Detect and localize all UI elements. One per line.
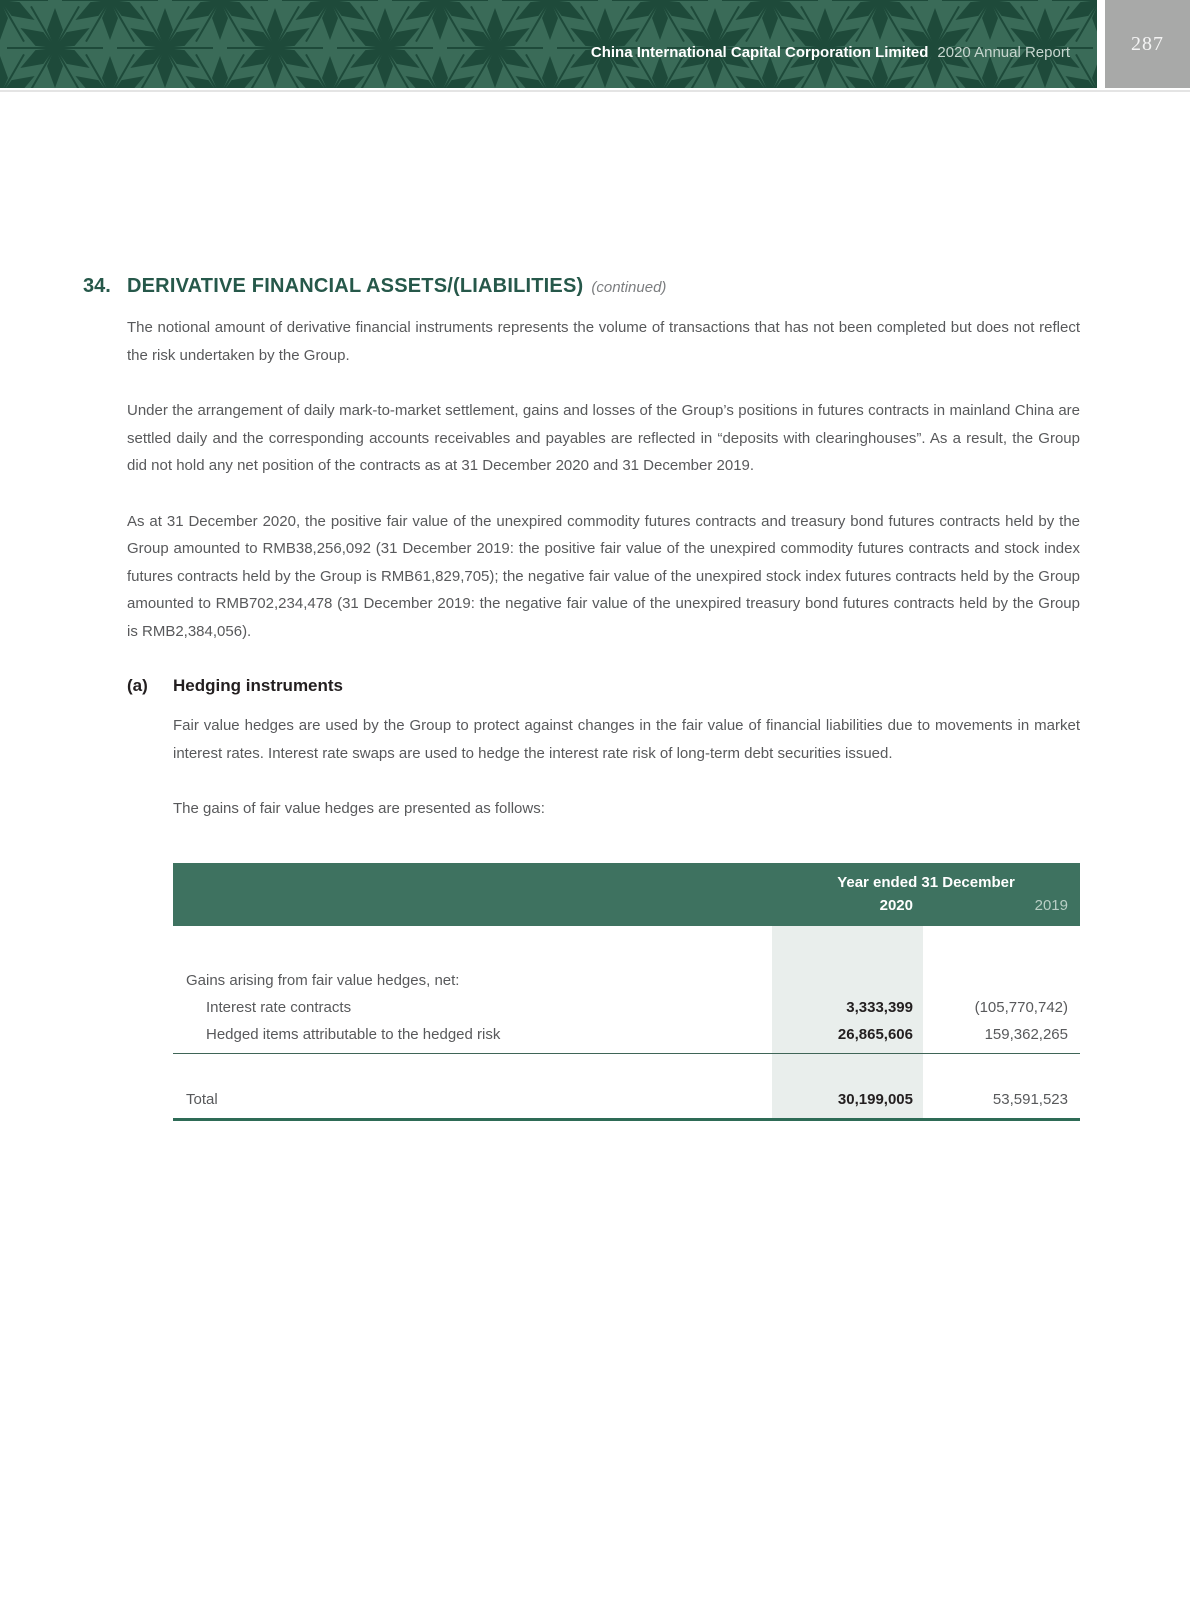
total-label: Total bbox=[186, 1090, 218, 1108]
cell-2019: (105,770,742) bbox=[974, 998, 1068, 1016]
section-heading bbox=[83, 275, 1080, 298]
table-intro: The gains of fair value hedges are presented as follows: bbox=[173, 800, 545, 817]
header-banner-row bbox=[0, 0, 1190, 88]
page-content bbox=[0, 275, 1190, 1121]
section-continued: (continued) bbox=[591, 279, 667, 296]
banner-text bbox=[591, 44, 1070, 62]
hedges-table bbox=[173, 863, 1080, 1121]
cell-2020 bbox=[772, 967, 923, 994]
paragraph-notional: The notional amount of derivative financial instruments represents the volume of transactions that has not been completed but does not reflect the risk undertaken by the Group. bbox=[127, 319, 1080, 364]
table-rule bbox=[173, 1053, 1080, 1054]
subsection-title: Hedging instruments bbox=[173, 676, 344, 695]
company-name: China International Capital Corporation Limited bbox=[590, 44, 929, 61]
period-header: Year ended 31 December bbox=[837, 873, 1015, 891]
column-header-2019: 2019 bbox=[1034, 896, 1068, 914]
paragraph-settlement: Under the arrangement of daily mark-to-market settlement, gains and losses of the Group’s positions in futures contracts in mainland China are settled daily and the corresponding accounts receivables and payables are reflected in “deposits with clearinghouses”. As a result, the Group did not hold any net position of the contracts as at 31 December 2020 and 31 December 2019. bbox=[127, 402, 1080, 474]
table-header bbox=[173, 863, 1080, 926]
cell-2020: 3,333,399 bbox=[846, 998, 913, 1016]
column-header-2020: 2020 bbox=[879, 896, 913, 914]
page-number-box bbox=[1105, 0, 1190, 88]
table-row bbox=[173, 967, 1080, 994]
header-banner bbox=[0, 0, 1097, 88]
table-total-row bbox=[173, 1086, 1080, 1113]
table-row bbox=[173, 994, 1080, 1021]
subsection-label: (a) bbox=[127, 676, 148, 695]
year-columns bbox=[173, 896, 1080, 916]
subsection-body bbox=[173, 712, 1080, 1121]
subsection-a bbox=[127, 676, 1080, 1121]
cell-2019 bbox=[923, 967, 1080, 994]
row-label: Hedged items attributable to the hedged risk bbox=[206, 1025, 501, 1043]
row-label: Interest rate contracts bbox=[206, 998, 352, 1016]
paragraph-fair-value: As at 31 December 2020, the positive fair value of the unexpired commodity futures contracts and treasury bond futures contracts held by the Group amounted to RMB38,256,092 (31 December 2019: the positive fair value of the unexpired commodity futures contracts and stock index futures contracts held by the Group is RMB61,829,705); the negative fair value of the unexpired stock index futures contracts held by the Group amounted to RMB702,234,478 (31 December 2019: the negative fair value of the unexpired treasury bond futures contracts held by the Group is RMB2,384,056). bbox=[127, 512, 1080, 640]
page-number: 287 bbox=[1131, 32, 1164, 55]
cell-2020: 26,865,606 bbox=[837, 1025, 913, 1043]
total-2020: 30,199,005 bbox=[837, 1090, 913, 1108]
header-divider bbox=[0, 90, 1190, 92]
table-row bbox=[173, 1021, 1080, 1048]
section-title: DERIVATIVE FINANCIAL ASSETS/(LIABILITIES) bbox=[127, 275, 584, 297]
row-label: Gains arising from fair value hedges, net: bbox=[186, 971, 460, 989]
cell-2019: 159,362,265 bbox=[984, 1025, 1068, 1043]
total-2019: 53,591,523 bbox=[992, 1090, 1068, 1108]
paragraph-hedging: Fair value hedges are used by the Group to protect against changes in the fair value of financial liabilities due to movements in market interest rates. Interest rate swaps are used to hedge the interest rate risk of long-term debt securities issued. bbox=[173, 717, 1080, 762]
section-number: 34. bbox=[83, 275, 111, 297]
report-title: 2020 Annual Report bbox=[937, 44, 1070, 61]
table-body bbox=[173, 926, 1080, 1121]
header-spacer bbox=[173, 896, 772, 916]
subsection-heading bbox=[127, 676, 1080, 696]
